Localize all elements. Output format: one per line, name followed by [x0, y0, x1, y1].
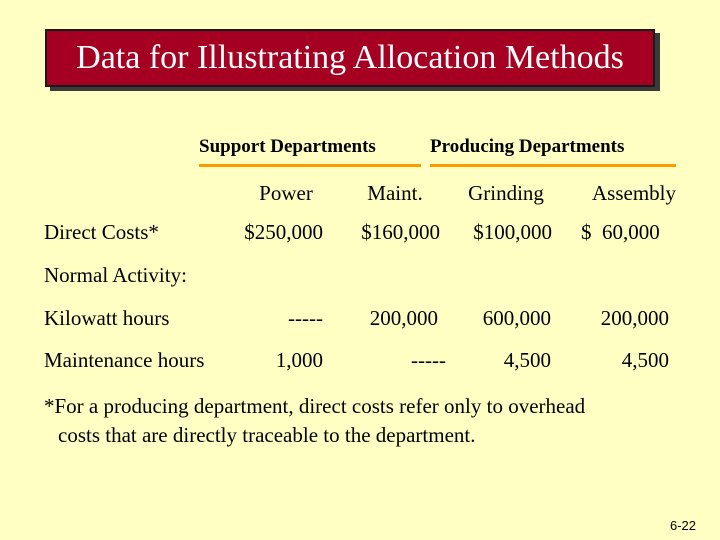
- maintenance-hours-assembly: 4,500: [621, 348, 669, 372]
- direct-costs-grinding: $100,000: [473, 220, 552, 244]
- footnote-line-2: costs that are directly traceable to the department.: [58, 423, 476, 447]
- footnote-line-1: *For a producing department, direct costs refer only to overhead: [44, 394, 586, 418]
- row-label-direct-costs: Direct Costs*: [44, 220, 159, 244]
- row-label-normal-activity: Normal Activity:: [44, 263, 187, 287]
- support-departments-header: Support Departments: [199, 136, 376, 157]
- kilowatt-hours-maint: 200,000: [369, 306, 438, 330]
- kilowatt-hours-grinding: 600,000: [482, 306, 551, 330]
- row-label-kilowatt-hours: Kilowatt hours: [44, 306, 170, 330]
- kilowatt-hours-assembly: 200,000: [600, 306, 669, 330]
- row-label-maintenance-hours: Maintenance hours: [44, 348, 205, 372]
- maintenance-hours-grinding: 4,500: [503, 348, 551, 372]
- direct-costs-power: $250,000: [244, 220, 323, 244]
- column-header-grinding: Grinding: [468, 181, 544, 205]
- support-underline: [199, 164, 421, 167]
- column-header-maint: Maint.: [367, 181, 423, 205]
- column-header-assembly: Assembly: [592, 181, 676, 205]
- slide-title: Data for Illustrating Allocation Methods: [76, 39, 624, 76]
- title-box: [45, 29, 655, 87]
- direct-costs-maint: $160,000: [361, 220, 440, 244]
- column-header-power: Power: [259, 181, 313, 205]
- page-number: 6-22: [670, 518, 697, 533]
- maintenance-hours-maint: -----: [411, 348, 446, 372]
- producing-departments-header: Producing Departments: [430, 136, 625, 157]
- maintenance-hours-power: 1,000: [275, 348, 323, 372]
- direct-costs-assembly: $ 60,000: [581, 220, 660, 244]
- producing-underline: [430, 164, 676, 167]
- kilowatt-hours-power: -----: [288, 306, 323, 330]
